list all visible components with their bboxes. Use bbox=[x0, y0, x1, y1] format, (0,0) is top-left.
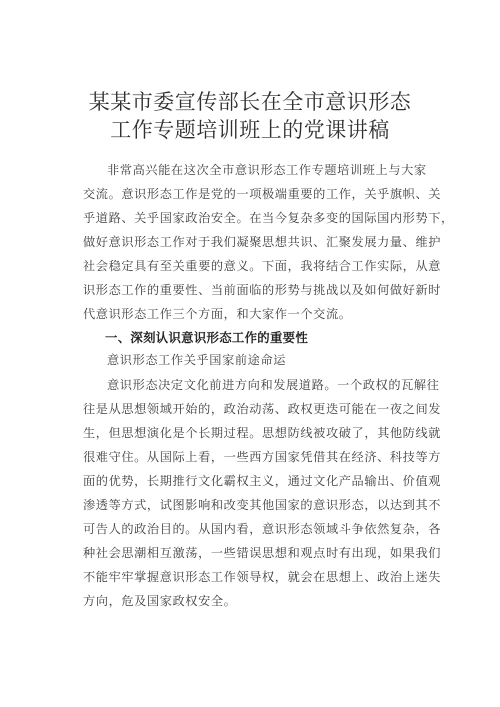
document-title-line-2: 工作专题培训班上的党课讲稿 bbox=[110, 118, 390, 142]
paragraph-line: 意识形态决定文化前进方向和发展道路。一个政权的瓦解往 bbox=[107, 378, 440, 392]
paragraph-line: 往是从思想领域开始的，政治动荡、政权更迭可能在一夜之间发 bbox=[83, 402, 442, 416]
section-heading: 一、深刻认识意识形态工作的重要性 bbox=[105, 330, 309, 345]
document-title-line-1: 某某市委宣传部长在全市意识形态 bbox=[88, 90, 412, 114]
paragraph-line: 渗透等方式，试图影响和改变其他国家的意识形态，以达到其不 bbox=[83, 498, 442, 512]
paragraph-line: 方向，危及国家政权安全。 bbox=[83, 594, 237, 608]
paragraph-line: 面的优势，长期推行文化霸权主义，通过文化产品输出、价值观 bbox=[83, 474, 442, 488]
intro-line: 做好意识形态工作对于我们凝聚思想共识、汇聚发展力量、维护 bbox=[83, 235, 442, 249]
subheading: 意识形态工作关乎国家前途命运 bbox=[107, 353, 287, 367]
paragraph-line: 可告人的政治目的。从国内看，意识形态领域斗争依然复杂，各 bbox=[83, 522, 442, 536]
paragraph-line: 不能牢牢掌握意识形态工作领导权，就会在思想上、政治上迷失 bbox=[83, 570, 442, 584]
intro-line: 代意识形态工作三个方面，和大家作一个交流。 bbox=[83, 307, 352, 321]
intro-line: 非常高兴能在这次全市意识形态工作专题培训班上与大家 bbox=[107, 163, 427, 177]
intro-line: 交流。意识形态工作是党的一项极端重要的工作，关乎旗帜、关 bbox=[83, 187, 442, 201]
paragraph-line: 种社会思潮相互激荡，一些错误思想和观点时有出现，如果我们 bbox=[83, 546, 442, 560]
intro-line: 识形态工作的重要性、当前面临的形势与挑战以及如何做好新时 bbox=[83, 283, 442, 297]
intro-line: 乎道路、关乎国家政治安全。在当今复杂多变的国际国内形势下， bbox=[83, 211, 454, 225]
intro-line: 社会稳定具有至关重要的意义。下面，我将结合工作实际，从意 bbox=[83, 259, 442, 273]
paragraph-line: 生，但思想演化是个长期过程。思想防线被攻破了，其他防线就 bbox=[83, 426, 442, 440]
paragraph-line: 很难守住。从国际上看，一些西方国家凭借其在经济、科技等方 bbox=[83, 450, 442, 464]
